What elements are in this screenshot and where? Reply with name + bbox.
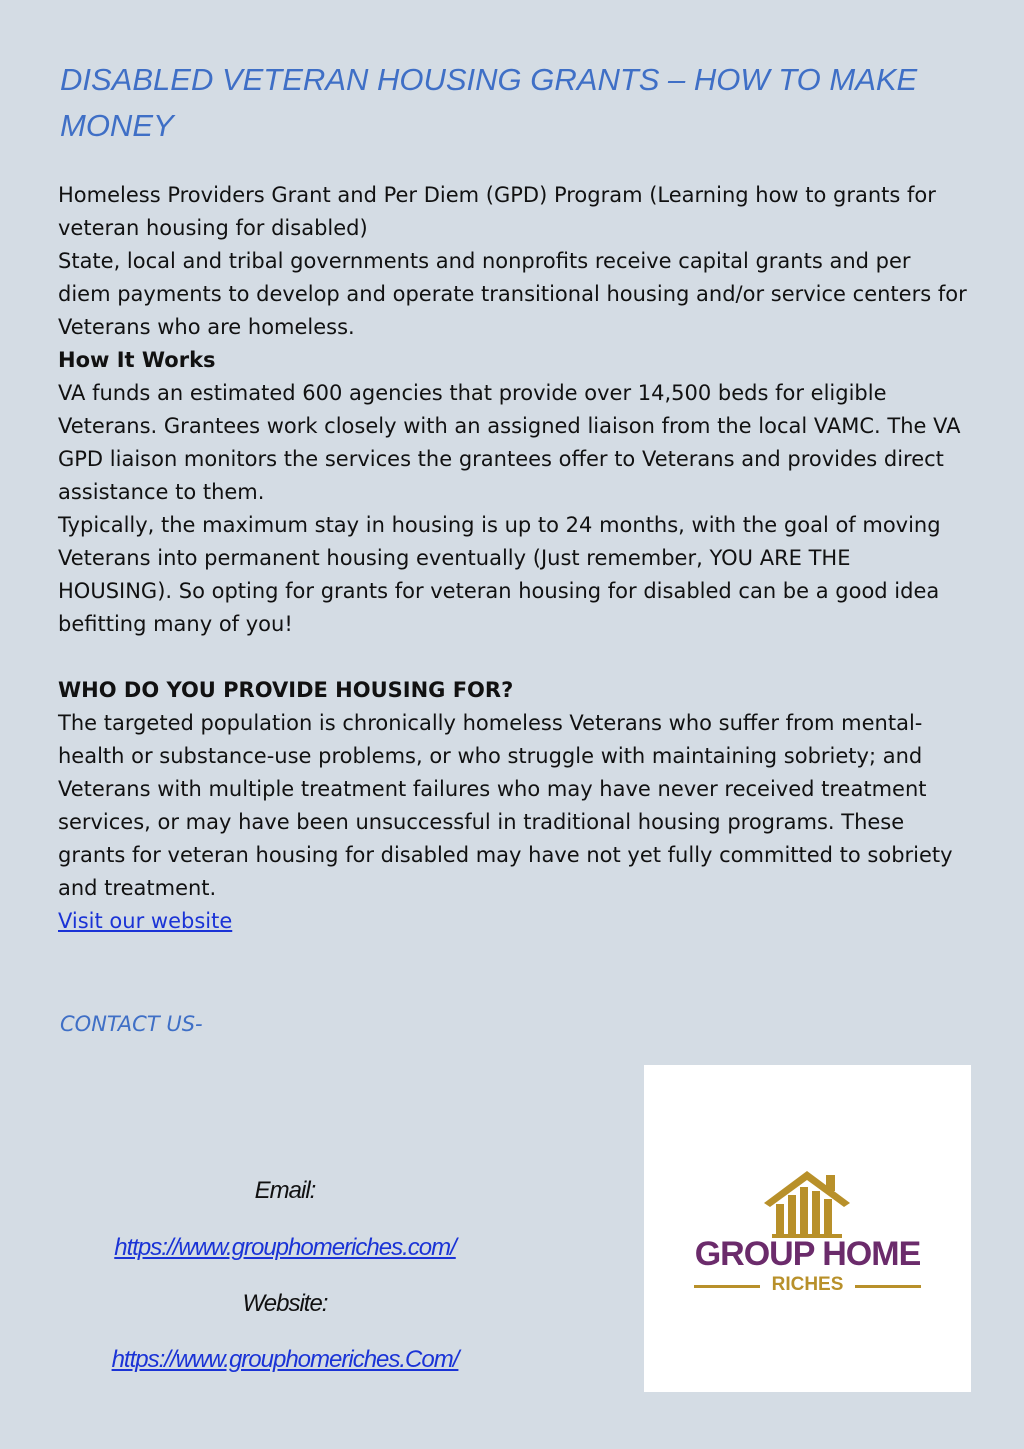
email-label: Email: xyxy=(254,1177,316,1204)
program-intro: Homeless Providers Grant and Per Diem (GPD) Program (Learning how to grants for veteran housing for disabled) xyxy=(58,183,936,240)
program-description: State, local and tribal governments and nonprofits receive capital grants and per diem payments to develop and operate transitional housing and/or service centers for Veterans who are homeless. xyxy=(58,249,967,339)
website-label: Website: xyxy=(242,1290,328,1317)
email-link[interactable]: https://www.grouphomeriches.com/ xyxy=(114,1234,456,1261)
how-it-works-text: VA funds an estimated 600 agencies that provide over 14,500 beds for eligible Veterans. Grantees work closely with an assigned liaison from the local VAMC. The VA GPD liaison monitors the services the grantees offer to Veterans and provides direct assistance to them. xyxy=(58,381,961,504)
target-population-text: The targeted population is chronically homeless Veterans who suffer from mental-health or substance-use problems, or who struggle with maintaining sobriety; and Veterans with multiple treatment failures who may have never received treatment services, or may have been unsuccessful in traditional housing programs. These grants for veteran housing for disabled may have not yet fully committed to sobriety and treatment. xyxy=(58,711,953,900)
contact-heading: CONTACT US- xyxy=(60,1012,203,1036)
logo-text-sub: RICHES xyxy=(771,1274,844,1295)
paragraph-gap xyxy=(58,641,968,674)
how-it-works-heading: How It Works xyxy=(58,348,216,372)
group-home-riches-logo xyxy=(644,1065,971,1392)
who-heading: WHO DO YOU PROVIDE HOUSING FOR? xyxy=(58,678,514,702)
logo-text-main: GROUP HOME xyxy=(694,1235,921,1273)
article-body xyxy=(58,179,968,938)
max-stay-text: Typically, the maximum stay in housing is up to 24 months, with the goal of moving Veterans into permanent housing eventually (Just remember, YOU ARE THE HOUSING). So opting for grants for veteran housing for disabled can be a good idea befitting many of you! xyxy=(58,513,941,636)
logo-divider-right xyxy=(855,1285,921,1288)
website-link[interactable]: https://www.grouphomeriches.Com/ xyxy=(111,1346,459,1373)
page-title: DISABLED VETERAN HOUSING GRANTS – HOW TO MAKE MONEY xyxy=(60,62,918,143)
house-icon xyxy=(762,1169,852,1239)
visit-website-link[interactable]: Visit our website xyxy=(58,909,233,933)
